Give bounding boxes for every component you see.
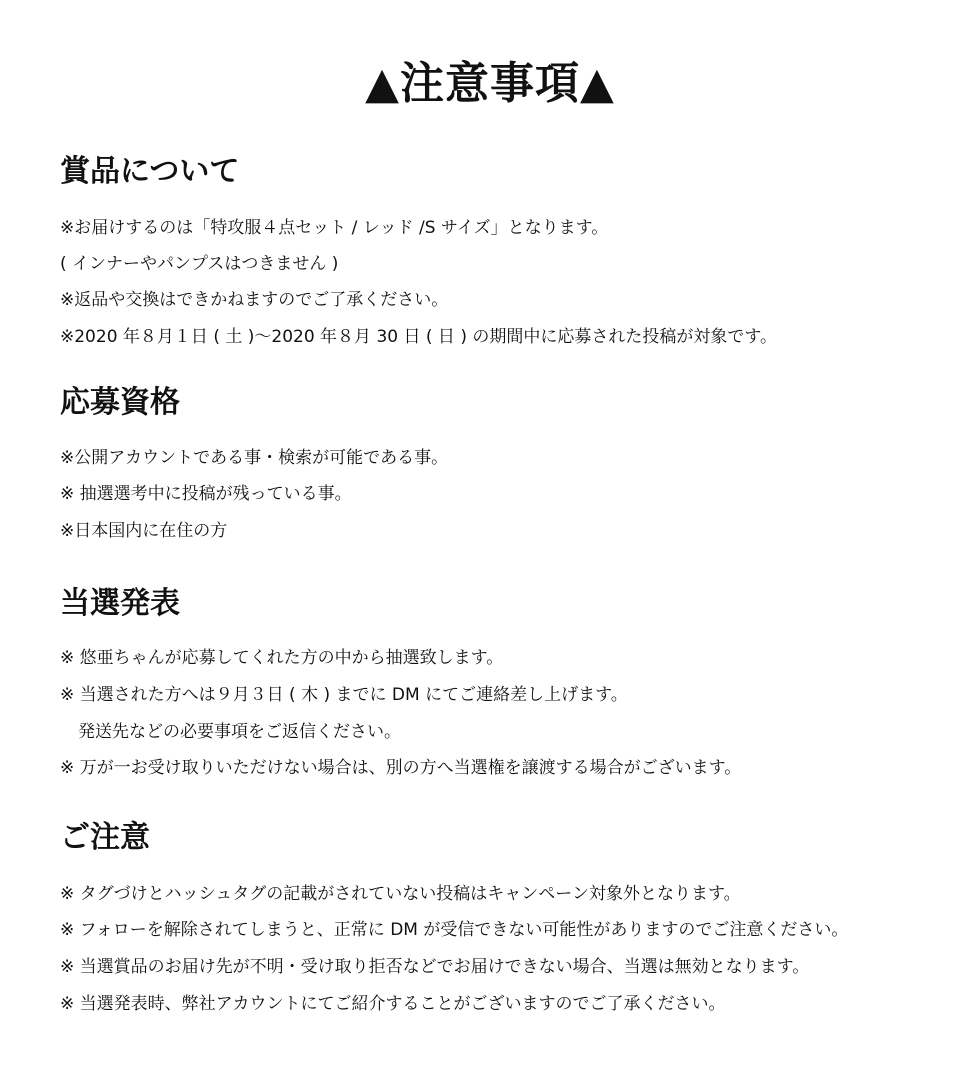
eligibility-line: ※公開アカウントである事・検索が可能である事。 [60,448,449,468]
caution-line: ※ フォローを解除されてしまうと、正常に DM が受信できない可能性がありますのでご注意ください。 [60,920,849,940]
section-heading-prize: 賞品について [60,154,240,189]
caution-line: ※ 当選発表時、弊社アカウントにてご紹介することがございますのでご了承ください。 [60,994,726,1014]
prize-line: ( インナーやパンプスはつきません ) [60,254,339,274]
announcement-line: ※ 悠亜ちゃんが応募してくれた方の中から抽選致します。 [60,648,504,668]
page-title: ▲注意事項▲ [365,58,615,109]
announcement-line: ※ 万が一お受け取りいただけない場合は、別の方へ当選権を譲渡する場合がございます。 [60,758,742,778]
caution-line: ※ 当選賞品のお届け先が不明・受け取り拒否などでお届けできない場合、当選は無効となります。 [60,957,810,977]
announcement-line: 発送先などの必要事項をご返信ください。 [78,722,401,742]
section-heading-caution: ご注意 [60,820,150,855]
prize-line: ※2020 年８月１日 ( 土 )〜2020 年８月 30 日 ( 日 ) の期間中に応募された投稿が対象です。 [60,327,778,347]
section-heading-announcement: 当選発表 [60,586,180,621]
eligibility-line: ※ 抽選選考中に投稿が残っている事。 [60,484,352,504]
announcement-line: ※ 当選された方へは９月３日 ( 木 ) までに DM にてご連絡差し上げます。 [60,685,628,705]
prize-line: ※お届けするのは「特攻服４点セット / レッド /S サイズ」となります。 [60,218,609,238]
prize-line: ※返品や交換はできかねますのでご了承ください。 [60,290,449,310]
section-heading-eligibility: 応募資格 [60,385,180,420]
eligibility-line: ※日本国内に在住の方 [60,521,228,541]
caution-line: ※ タグづけとハッシュタグの記載がされていない投稿はキャンペーン対象外となります。 [60,884,741,904]
